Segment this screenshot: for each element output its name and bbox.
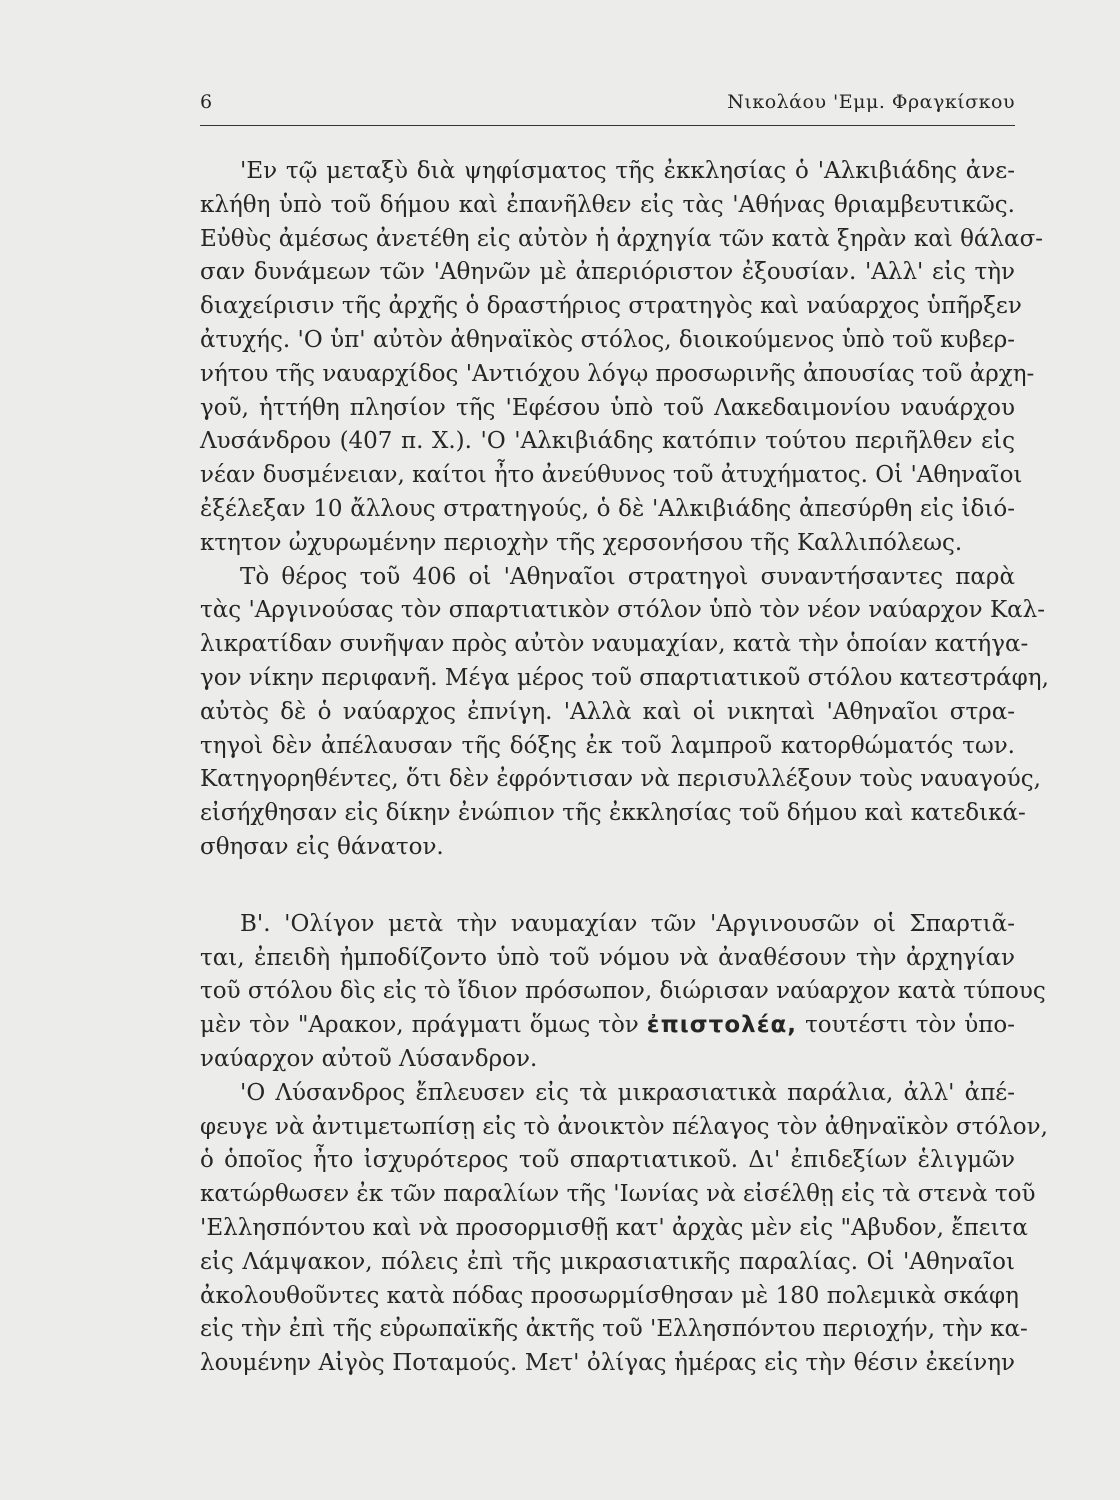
running-header — [200, 85, 1015, 126]
text-line: ἀκολουθοῦντες κατὰ πόδας προσωρμίσθησαν μὲ 180 πολεμικὰ σκάφη — [200, 1282, 1019, 1309]
body-text — [200, 155, 1049, 1381]
text-line: ται, ἐπειδὴ ἠμποδίζοντο ὑπὸ τοῦ νόμου νὰ ἀναθέσουν τὴν ἀρχηγίαν — [200, 944, 1015, 971]
text-line: αὐτὸς δὲ ὁ ναύαρχος ἐπνίγη. 'Αλλὰ καὶ οἱ νικηταὶ 'Αθηναῖοι στρα- — [200, 698, 1015, 725]
emphasized-term: ἐπιστολέα, — [646, 1012, 798, 1039]
text-line: κτητον ὠχυρωμένην περιοχὴν τῆς χερσονήσου τῆς Καλλιπόλεως. — [200, 529, 963, 556]
text-line: σθησαν εἰς θάνατον. — [200, 833, 444, 860]
text-line: 'Εν τῷ μεταξὺ διὰ ψηφίσματος τῆς ἐκκλησίας ὁ 'Αλκιβιάδης ἀνε- — [240, 158, 1015, 184]
text-line: γον νίκην περιφανῆ. Μέγα μέρος τοῦ σπαρτιατικοῦ στόλου κατεστράφη, — [200, 664, 1049, 691]
text-line: τηγοὶ δὲν ἀπέλαυσαν τῆς δόξης ἐκ τοῦ λαμπροῦ κατορθώματός των. — [200, 732, 1015, 759]
paragraph-3 — [200, 908, 1046, 1077]
text-segment: τουτέστι τὸν ὑπο- — [805, 1012, 1015, 1039]
text-line: ἀτυχής. 'Ο ὑπ' αὐτὸν ἀθηναϊκὸς στόλος, διοικούμενος ὑπὸ τοῦ κυβερ- — [200, 326, 1015, 353]
text-line: εἰσήχθησαν εἰς δίκην ἐνώπιον τῆς ἐκκλησίας τοῦ δήμου καὶ κατεδικά- — [200, 800, 1026, 827]
text-line: σαν δυνάμεων τῶν 'Αθηνῶν μὲ ἀπεριόριστον ἐξουσίαν. 'Αλλ' εἰς τὴν — [200, 259, 1015, 286]
text-line: κλήθη ὑπὸ τοῦ δήμου καὶ ἐπανῆλθεν εἰς τὰς 'Αθήνας θριαμβευτικῶς. — [200, 191, 1015, 218]
text-line: νέαν δυσμένειαν, καίτοι ἦτο ἀνεύθυνος τοῦ ἀτυχήματος. Οἱ 'Αθηναῖοι — [200, 462, 1023, 489]
text-line: τοῦ στόλου δὶς εἰς τὸ ἴδιον πρόσωπον, διώρισαν ναύαρχον κατὰ τύπους — [200, 978, 1046, 1005]
text-line — [200, 1009, 1015, 1043]
text-line: ναύαρχον αὐτοῦ Λύσανδρον. — [200, 1045, 538, 1072]
text-line: Τὸ θέρος τοῦ 406 οἱ 'Αθηναῖοι στρατηγοὶ συναντήσαντες παρὰ — [240, 563, 1015, 590]
text-line: 'Ο Λύσανδρος ἔπλευσεν εἰς τὰ μικρασιατικὰ παράλια, ἀλλ' ἀπέ- — [240, 1079, 1015, 1106]
text-segment: μὲν τὸν "Αρακον, πράγματι ὅμως τὸν — [200, 1012, 639, 1039]
running-title: Νικολάου 'Εμμ. Φραγκίσκου — [727, 91, 1015, 113]
text-line: φευγε νὰ ἀντιμετωπίσῃ εἰς τὸ ἀνοικτὸν πέλαγος τὸν ἀθηναϊκὸν στόλον, — [200, 1113, 1048, 1140]
text-line: εἰς τὴν ἐπὶ τῆς εὐρωπαϊκῆς ἀκτῆς τοῦ 'Ελλησπόντου περιοχήν, τὴν κα- — [200, 1316, 1028, 1343]
text-line: Εὐθὺς ἀμέσως ἀνετέθη εἰς αὐτὸν ἡ ἀρχηγία τῶν κατὰ ξηρὰν καὶ θάλασ- — [200, 225, 1044, 252]
text-line: εἰς Λάμψακον, πόλεις ἐπὶ τῆς μικρασιατικῆς παραλίας. Οἱ 'Αθηναῖοι — [200, 1248, 1015, 1275]
text-line: γοῦ, ἡττήθη πλησίον τῆς 'Εφέσου ὑπὸ τοῦ Λακεδαιμονίου ναυάρχου — [200, 394, 1015, 421]
text-line: λουμένην Αἰγὸς Ποταμούς. Μετ' ὀλίγας ἡμέρας εἰς τὴν θέσιν ἐκείνην — [200, 1350, 1015, 1377]
text-line: τὰς 'Αργινούσας τὸν σπαρτιατικὸν στόλον ὑπὸ τὸν νέον ναύαρχον Καλ- — [200, 597, 1046, 624]
paragraph-1 — [200, 155, 1044, 561]
paragraph-4 — [200, 1077, 1048, 1381]
text-line: Β'. 'Ολίγον μετὰ τὴν ναυμαχίαν τῶν 'Αργινουσῶν οἱ Σπαρτιᾶ- — [240, 910, 1015, 937]
text-line: λικρατίδαν συνῆψαν πρὸς αὐτὸν ναυμαχίαν, κατὰ τὴν ὁποίαν κατήγα- — [200, 631, 1029, 658]
text-line: 'Ελλησπόντου καὶ νὰ προσορμισθῇ κατ' ἀρχὰς μὲν εἰς "Αβυδον, ἔπειτα — [200, 1214, 1028, 1241]
text-line: Λυσάνδρου (407 π. Χ.). 'Ο 'Αλκιβιάδης κατόπιν τούτου περιῆλθεν εἰς — [200, 428, 1015, 455]
text-line: ἐξέλεξαν 10 ἄλλους στρατηγούς, ὁ δὲ 'Αλκιβιάδης ἀπεσύρθη εἰς ἰδιό- — [200, 495, 1015, 522]
section-gap — [200, 865, 1015, 908]
text-line: κατώρθωσεν ἐκ τῶν παραλίων τῆς 'Ιωνίας νὰ εἰσέλθῃ εἰς τὰ στενὰ τοῦ — [200, 1181, 1036, 1208]
text-line: διαχείρισιν τῆς ἀρχῆς ὁ δραστήριος στρατηγὸς καὶ ναύαρχος ὑπῆρξεν — [200, 293, 1022, 320]
paragraph-2 — [200, 561, 1049, 865]
text-line: νήτου τῆς ναυαρχίδος 'Αντιόχου λόγῳ προσωρινῆς ἀπουσίας τοῦ ἀρχη- — [200, 360, 1035, 387]
text-line: ὁ ὁποῖος ἦτο ἰσχυρότερος τοῦ σπαρτιατικοῦ. Δι' ἐπιδεξίων ἑλιγμῶν — [200, 1147, 1015, 1174]
page-number: 6 — [200, 91, 213, 113]
text-line: Κατηγορηθέντες, ὅτι δὲν ἐφρόντισαν νὰ περισυλλέξουν τοὺς ναυαγούς, — [200, 766, 1041, 793]
